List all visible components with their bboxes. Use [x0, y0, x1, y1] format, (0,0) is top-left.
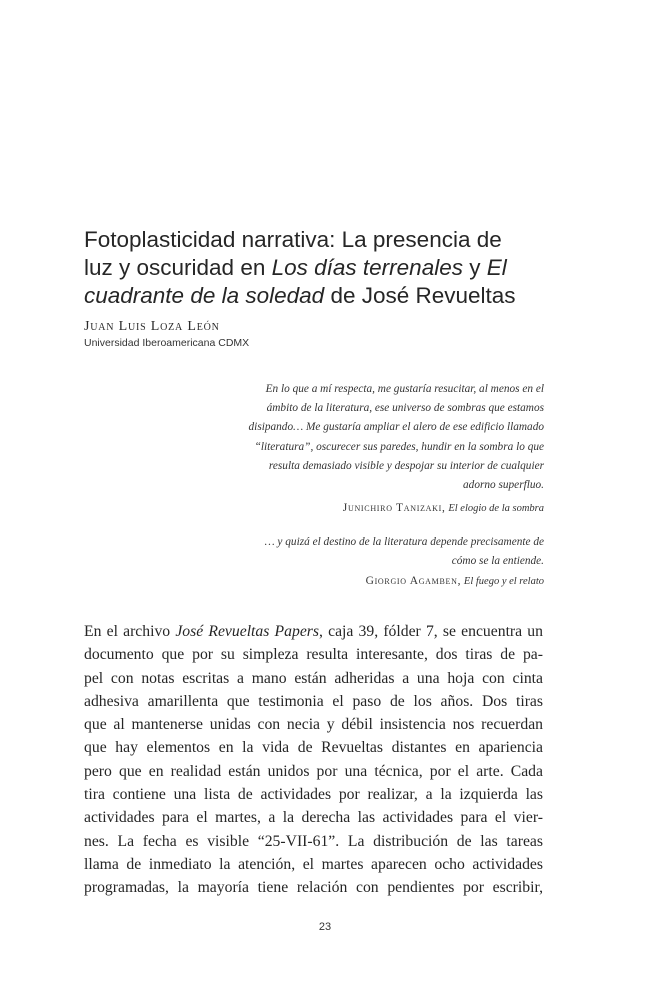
body-line: pero que en realidad están unidos por una técnica, por el arte. Cada	[84, 762, 543, 780]
body-line: que al mantenerse unidas con necia y débil insistencia nos recuerdan	[84, 716, 543, 734]
epigraph-line: ámbito de la literatura, ese universo de sombras que estamos	[266, 402, 544, 415]
author-affiliation: Universidad Iberoamericana CDMX	[84, 337, 250, 349]
page-number: 23	[318, 921, 332, 933]
body-line: que hay elementos en la vida de Revueltas distantes en apariencia	[84, 739, 543, 757]
title-italic-work-2-end: cuadrante de la soledad	[84, 283, 325, 308]
body-line: tira contiene una lista de actividades por realizar, a la izquierda las	[84, 786, 543, 804]
epigraph-attribution-tanizaki	[343, 502, 544, 514]
title-italic-work-2-start: El	[486, 255, 507, 280]
epigraph-line: En lo que a mí respecta, me gustaría resucitar, al menos en el	[265, 383, 544, 395]
epigraph-work: El elogio de la sombra	[448, 503, 544, 514]
epigraph-line: resulta demasiado visible y despojar su interior de cualquier	[268, 459, 544, 472]
body-line: adhesiva amarillenta que testimonia el paso de los años. Dos tiras	[84, 692, 543, 710]
epigraph-line: “literatura”, oscurecer sus paredes, hundir en la sombra lo que	[254, 440, 544, 453]
epigraph-work: El fuego y el relato	[463, 576, 544, 587]
body-line: llama de inmediato la atención, el martes aparecen ocho actividades	[84, 855, 543, 873]
epigraph-line: disipando… Me gustaría ampliar el alero de ese edificio llamado	[248, 421, 544, 434]
body-line: En el archivo José Revueltas Papers, caja 39, fólder 7, se encuentra un	[84, 623, 543, 640]
author-name: Juan Luis Loza León	[84, 319, 220, 334]
epigraph-author: Giorgio Agamben,	[365, 575, 462, 587]
chapter-title	[84, 226, 554, 310]
body-line: nes. La fecha es visible “25-VII-61”. La distribución de las tareas	[84, 832, 543, 850]
body-paragraph	[84, 620, 543, 900]
title-line-2: luz y oscuridad en Los días terrenales y El	[84, 255, 507, 280]
body-line: documento que por su simpleza resulta interesante, dos tiras de pa-	[84, 646, 543, 664]
title-line-3: cuadrante de la soledad de José Revueltas	[84, 283, 516, 308]
body-line: pel con notas escritas a mano están adheridas a una hoja con cinta	[84, 669, 543, 687]
title-line-1: Fotoplasticidad narrativa: La presencia de	[84, 227, 502, 252]
archive-title: José Revueltas Papers	[175, 623, 319, 640]
epigraph-tanizaki	[224, 380, 544, 495]
body-line: programadas, la mayoría tiene relación con pendientes por escribir,	[84, 879, 543, 897]
epigraph-line: cómo se la entiende.	[451, 555, 544, 568]
epigraph-agamben	[224, 533, 544, 571]
epigraph-attribution-agamben	[366, 575, 544, 587]
epigraph-line: … y quizá el destino de la literatura depende precisamente de	[264, 536, 544, 548]
epigraph-author: Junichiro Tanizaki,	[342, 502, 446, 514]
epigraph-line: adorno superfluo.	[463, 479, 544, 492]
body-line: actividades para el martes, a la derecha las actividades para el vier-	[84, 809, 543, 827]
title-italic-work-1: Los días terrenales	[271, 255, 463, 280]
